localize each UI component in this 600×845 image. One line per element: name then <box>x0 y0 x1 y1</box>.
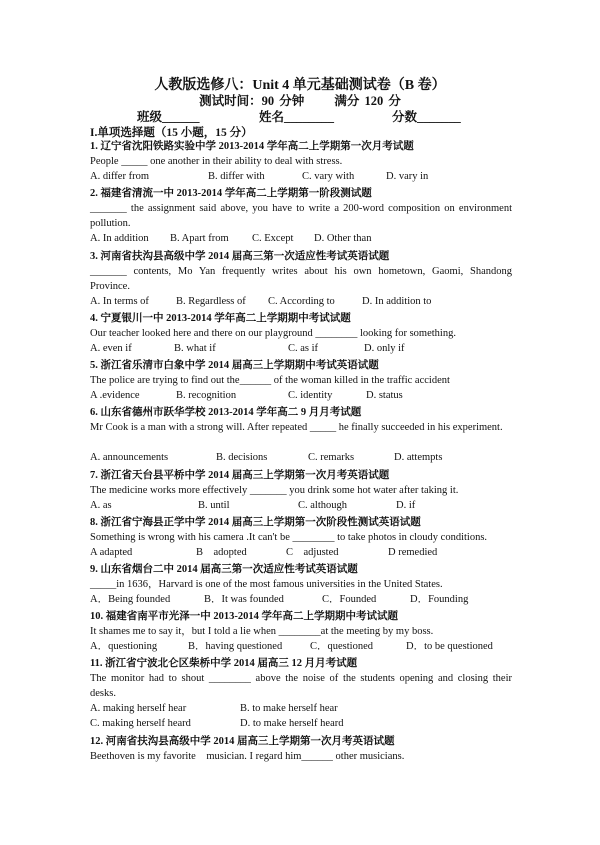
question-source: 8. 浙江省宁海县正学中学 2014 届高三上学期第一次阶段性测试英语试题 <box>90 517 421 528</box>
question-source: 1. 辽宁省沈阳铁路实验中学 2013-2014 学年高二上学期第一次月考试题 <box>90 141 414 152</box>
question-stem-line-1: _______ the assignment said above, you have to write a 200-word composition on environment <box>90 203 512 214</box>
question-stem: Mr Cook is a man with a strong will. After repeated _____ he finally succeeded in his experiment. <box>90 422 503 433</box>
option-b[interactable]: B. Regardless of <box>176 296 246 307</box>
question-options-row-1 <box>90 701 512 716</box>
question-source: 5. 浙江省乐清市白象中学 2014 届高三上学期期中考试英语试题 <box>90 360 379 371</box>
option-a[interactable]: A. differ from <box>90 171 149 182</box>
exam-title: 人教版选修八：Unit 4 单元基础测试卷（B 卷） <box>154 78 446 93</box>
question-12 <box>90 734 512 764</box>
question-stem-line-2: desks. <box>90 688 116 699</box>
question-stem: Something is wrong with his camera .It can't be ________ to take photos in cloudy conditions. <box>90 532 488 543</box>
option-d[interactable]: D．Founding <box>410 594 469 605</box>
option-c[interactable]: C．Founded <box>322 594 377 605</box>
option-d[interactable]: D. vary in <box>386 171 429 182</box>
question-6 <box>90 405 512 465</box>
question-7 <box>90 468 512 513</box>
question-options <box>90 450 512 465</box>
question-options <box>90 388 512 403</box>
option-c[interactable]: C. remarks <box>308 452 355 463</box>
question-options <box>90 639 512 654</box>
option-a[interactable]: A. In terms of <box>90 296 149 307</box>
option-d[interactable]: D. only if <box>364 343 405 354</box>
option-b[interactable]: B. to make herself hear <box>240 703 338 714</box>
question-source: 11. 浙江省宁波北仑区柴桥中学 2014 届高三 12 月月考试题 <box>90 658 358 669</box>
question-1 <box>90 139 512 184</box>
question-8 <box>90 515 512 560</box>
option-a[interactable]: A．Being founded <box>90 594 171 605</box>
option-a[interactable]: A. announcements <box>90 452 169 463</box>
option-a[interactable]: A adapted <box>90 547 133 558</box>
score-field: 分数_______ <box>392 110 461 124</box>
option-b[interactable]: B．It was founded <box>204 594 284 605</box>
question-source: 3. 河南省扶沟县高级中学 2014 届高三第一次适应性考试英语试题 <box>90 251 390 262</box>
option-d[interactable]: D．to be questioned <box>406 641 493 652</box>
option-d[interactable]: D. status <box>366 390 403 401</box>
option-b[interactable]: B. what if <box>174 343 216 354</box>
question-source: 7. 浙江省天台县平桥中学 2014 届高三上学期第一次月考英语试题 <box>90 470 390 481</box>
option-d[interactable]: D remedied <box>388 547 438 558</box>
option-b[interactable]: B．having questioned <box>188 641 283 652</box>
option-d[interactable]: D. Other than <box>314 233 372 244</box>
question-source: 9. 山东省烟台二中 2014 届高三第一次适应性考试英语试题 <box>90 564 358 575</box>
option-d[interactable]: D. if <box>396 500 416 511</box>
option-a[interactable]: A．questioning <box>90 641 158 652</box>
question-options-row-2 <box>90 716 512 731</box>
option-a[interactable]: A. as <box>90 500 112 511</box>
option-c[interactable]: C. although <box>298 500 347 511</box>
option-b[interactable]: B. until <box>198 500 230 511</box>
option-b[interactable]: B. Apart from <box>170 233 229 244</box>
question-stem-line-1: The monitor had to shout ________ above the noise of the students opening and closing their <box>90 673 512 684</box>
question-stem: _____in 1636，Harvard is one of the most famous universities in the United States. <box>90 579 443 590</box>
question-options <box>90 294 512 309</box>
question-2 <box>90 186 512 246</box>
name-field: 姓名________ <box>259 110 335 124</box>
question-5 <box>90 358 512 403</box>
section-title: I.单项选择题（15 小题，15 分） <box>90 127 253 139</box>
question-source: 12. 河南省扶沟县高级中学 2014 届高三上学期第一次月考英语试题 <box>90 736 395 747</box>
question-stem: Beethoven is my favorite musician. I regard him______ other musicians. <box>90 751 405 762</box>
question-source: 2. 福建省清流一中 2013-2014 学年高二上学期第一阶段测试题 <box>90 188 372 199</box>
option-b[interactable]: B. recognition <box>176 390 237 401</box>
question-stem-line-1: _______ contents, Mo Yan frequently writes about his own hometown, Gaomi, Shandong <box>90 266 512 277</box>
option-d[interactable]: D. to make herself heard <box>240 718 344 729</box>
option-c[interactable]: C. vary with <box>302 171 355 182</box>
question-9 <box>90 562 512 607</box>
option-b[interactable]: B. differ with <box>208 171 265 182</box>
question-10 <box>90 609 512 654</box>
question-stem: The medicine works more effectively _______ you drink some hot water after taking it. <box>90 485 459 496</box>
option-b[interactable]: B adopted <box>196 547 247 558</box>
question-stem: Our teacher looked here and there on our playground ________ looking for something. <box>90 328 456 339</box>
option-c[interactable]: C. making herself heard <box>90 718 191 729</box>
question-4 <box>90 311 512 356</box>
question-stem-line-2: Province. <box>90 281 130 292</box>
question-source: 10. 福建省南平市光泽一中 2013-2014 学年高二上学期期中考试试题 <box>90 611 398 622</box>
option-c[interactable]: C. identity <box>288 390 333 401</box>
question-options <box>90 545 512 560</box>
question-options <box>90 169 512 184</box>
question-source: 4. 宁夏银川一中 2013-2014 学年高二上学期期中考试试题 <box>90 313 351 324</box>
question-stem: The police are trying to find out the______ of the woman killed in the traffic accident <box>90 375 450 386</box>
question-stem: People _____ one another in their ability to deal with stress. <box>90 156 343 167</box>
option-a[interactable]: A. making herself hear <box>90 703 187 714</box>
option-d[interactable]: D. attempts <box>394 452 443 463</box>
question-options <box>90 341 512 356</box>
question-stem-line-2: pollution. <box>90 218 131 229</box>
option-b[interactable]: B. decisions <box>216 452 268 463</box>
option-c[interactable]: C adjusted <box>286 547 339 558</box>
option-c[interactable]: C. Except <box>252 233 294 244</box>
question-stem: It shames me to say it，but I told a lie when ________at the meeting by my boss. <box>90 626 434 637</box>
question-11 <box>90 656 512 731</box>
question-options <box>90 498 512 513</box>
class-field: 班级______ <box>137 110 200 124</box>
exam-subtitle: 测试时间：90 分钟 满分 120 分 <box>199 94 401 108</box>
option-a[interactable]: A .evidence <box>90 390 140 401</box>
option-c[interactable]: C. According to <box>268 296 335 307</box>
question-source: 6. 山东省德州市跃华学校 2013-2014 学年高二 9 月月考试题 <box>90 407 362 418</box>
question-3 <box>90 249 512 309</box>
option-d[interactable]: D. In addition to <box>362 296 432 307</box>
option-a[interactable]: A. even if <box>90 343 132 354</box>
question-options <box>90 592 512 607</box>
option-c[interactable]: C. as if <box>288 343 319 354</box>
option-a[interactable]: A. In addition <box>90 233 149 244</box>
option-c[interactable]: C．questioned <box>310 641 373 652</box>
question-options <box>90 231 512 246</box>
